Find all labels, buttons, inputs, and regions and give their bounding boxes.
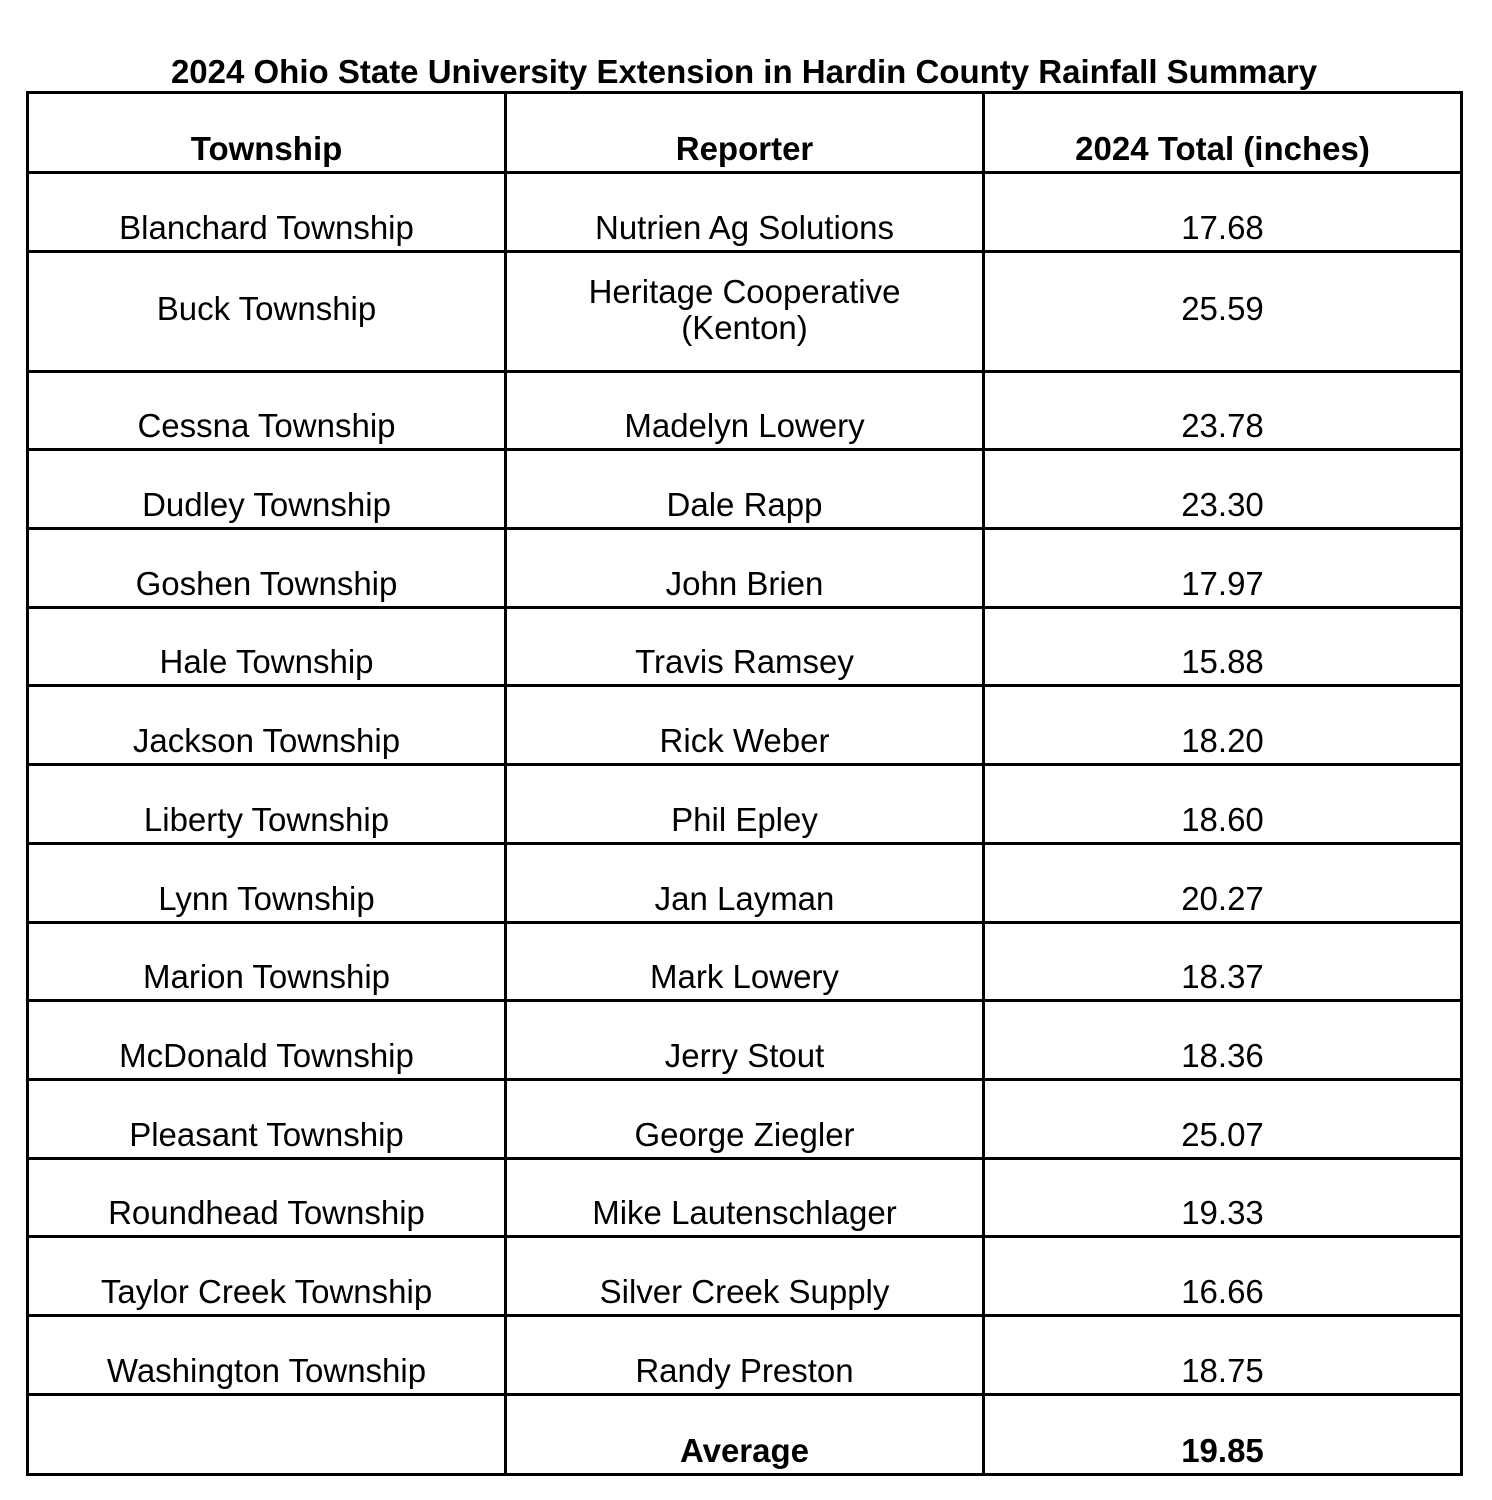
table-row	[28, 529, 1462, 608]
total-cell: 25.07	[984, 1079, 1462, 1158]
reporter-cell: Madelyn Lowery	[506, 371, 984, 450]
empty-cell	[28, 1394, 506, 1474]
total-cell: 15.88	[984, 607, 1462, 686]
table-row	[28, 1001, 1462, 1080]
reporter-line: (Kenton)	[681, 309, 808, 347]
reporter-cell: Mike Lautenschlager	[506, 1158, 984, 1237]
table-row	[28, 371, 1462, 450]
total-cell: 19.33	[984, 1158, 1462, 1237]
header-township: Township	[28, 93, 506, 173]
total-cell: 25.59	[984, 251, 1462, 371]
page-title: 2024 Ohio State University Extension in Hardin County Rainfall Summary	[170, 53, 1318, 90]
township-cell: Taylor Creek Township	[28, 1237, 506, 1316]
total-cell: 17.68	[984, 173, 1462, 252]
total-cell: 23.30	[984, 450, 1462, 529]
table-header-row	[28, 93, 1462, 173]
reporter-cell: Silver Creek Supply	[506, 1237, 984, 1316]
total-cell: 18.37	[984, 922, 1462, 1001]
total-cell: 18.75	[984, 1315, 1462, 1394]
rainfall-table	[26, 91, 1463, 1476]
reporter-cell: Rick Weber	[506, 686, 984, 765]
total-cell: 18.20	[984, 686, 1462, 765]
township-cell: Goshen Township	[28, 529, 506, 608]
table-row	[28, 1237, 1462, 1316]
total-cell: 16.66	[984, 1237, 1462, 1316]
average-row	[28, 1394, 1462, 1474]
table-row	[28, 607, 1462, 686]
township-cell: Dudley Township	[28, 450, 506, 529]
reporter-cell: Mark Lowery	[506, 922, 984, 1001]
total-cell: 20.27	[984, 843, 1462, 922]
table-row	[28, 765, 1462, 844]
average-value: 19.85	[984, 1394, 1462, 1474]
township-cell: Hale Township	[28, 607, 506, 686]
table-row	[28, 843, 1462, 922]
total-cell: 18.36	[984, 1001, 1462, 1080]
township-cell: Pleasant Township	[28, 1079, 506, 1158]
reporter-cell: Randy Preston	[506, 1315, 984, 1394]
township-cell: Cessna Township	[28, 371, 506, 450]
table-row	[28, 1158, 1462, 1237]
township-cell: Liberty Township	[28, 765, 506, 844]
header-reporter: Reporter	[506, 93, 984, 173]
township-cell: Roundhead Township	[28, 1158, 506, 1237]
header-total: 2024 Total (inches)	[984, 93, 1462, 173]
table-row	[28, 450, 1462, 529]
township-cell: Blanchard Township	[28, 173, 506, 252]
reporter-cell: Nutrien Ag Solutions	[506, 173, 984, 252]
table-row	[28, 1079, 1462, 1158]
total-cell: 18.60	[984, 765, 1462, 844]
total-cell: 17.97	[984, 529, 1462, 608]
township-cell: McDonald Township	[28, 1001, 506, 1080]
township-cell: Lynn Township	[28, 843, 506, 922]
table-row	[28, 686, 1462, 765]
table-row	[28, 173, 1462, 252]
reporter-cell: Jerry Stout	[506, 1001, 984, 1080]
reporter-cell: John Brien	[506, 529, 984, 608]
table-row	[28, 251, 1462, 371]
reporter-cell: George Ziegler	[506, 1079, 984, 1158]
table-row	[28, 1315, 1462, 1394]
reporter-line: Heritage Cooperative	[588, 273, 901, 311]
reporter-cell: Dale Rapp	[506, 450, 984, 529]
township-cell: Marion Township	[28, 922, 506, 1001]
township-cell: Buck Township	[28, 251, 506, 371]
total-cell: 23.78	[984, 371, 1462, 450]
township-cell: Jackson Township	[28, 686, 506, 765]
table-row	[28, 922, 1462, 1001]
township-cell: Washington Township	[28, 1315, 506, 1394]
reporter-cell	[506, 251, 984, 371]
reporter-cell: Phil Epley	[506, 765, 984, 844]
average-label: Average	[506, 1394, 984, 1474]
reporter-cell: Travis Ramsey	[506, 607, 984, 686]
reporter-cell: Jan Layman	[506, 843, 984, 922]
